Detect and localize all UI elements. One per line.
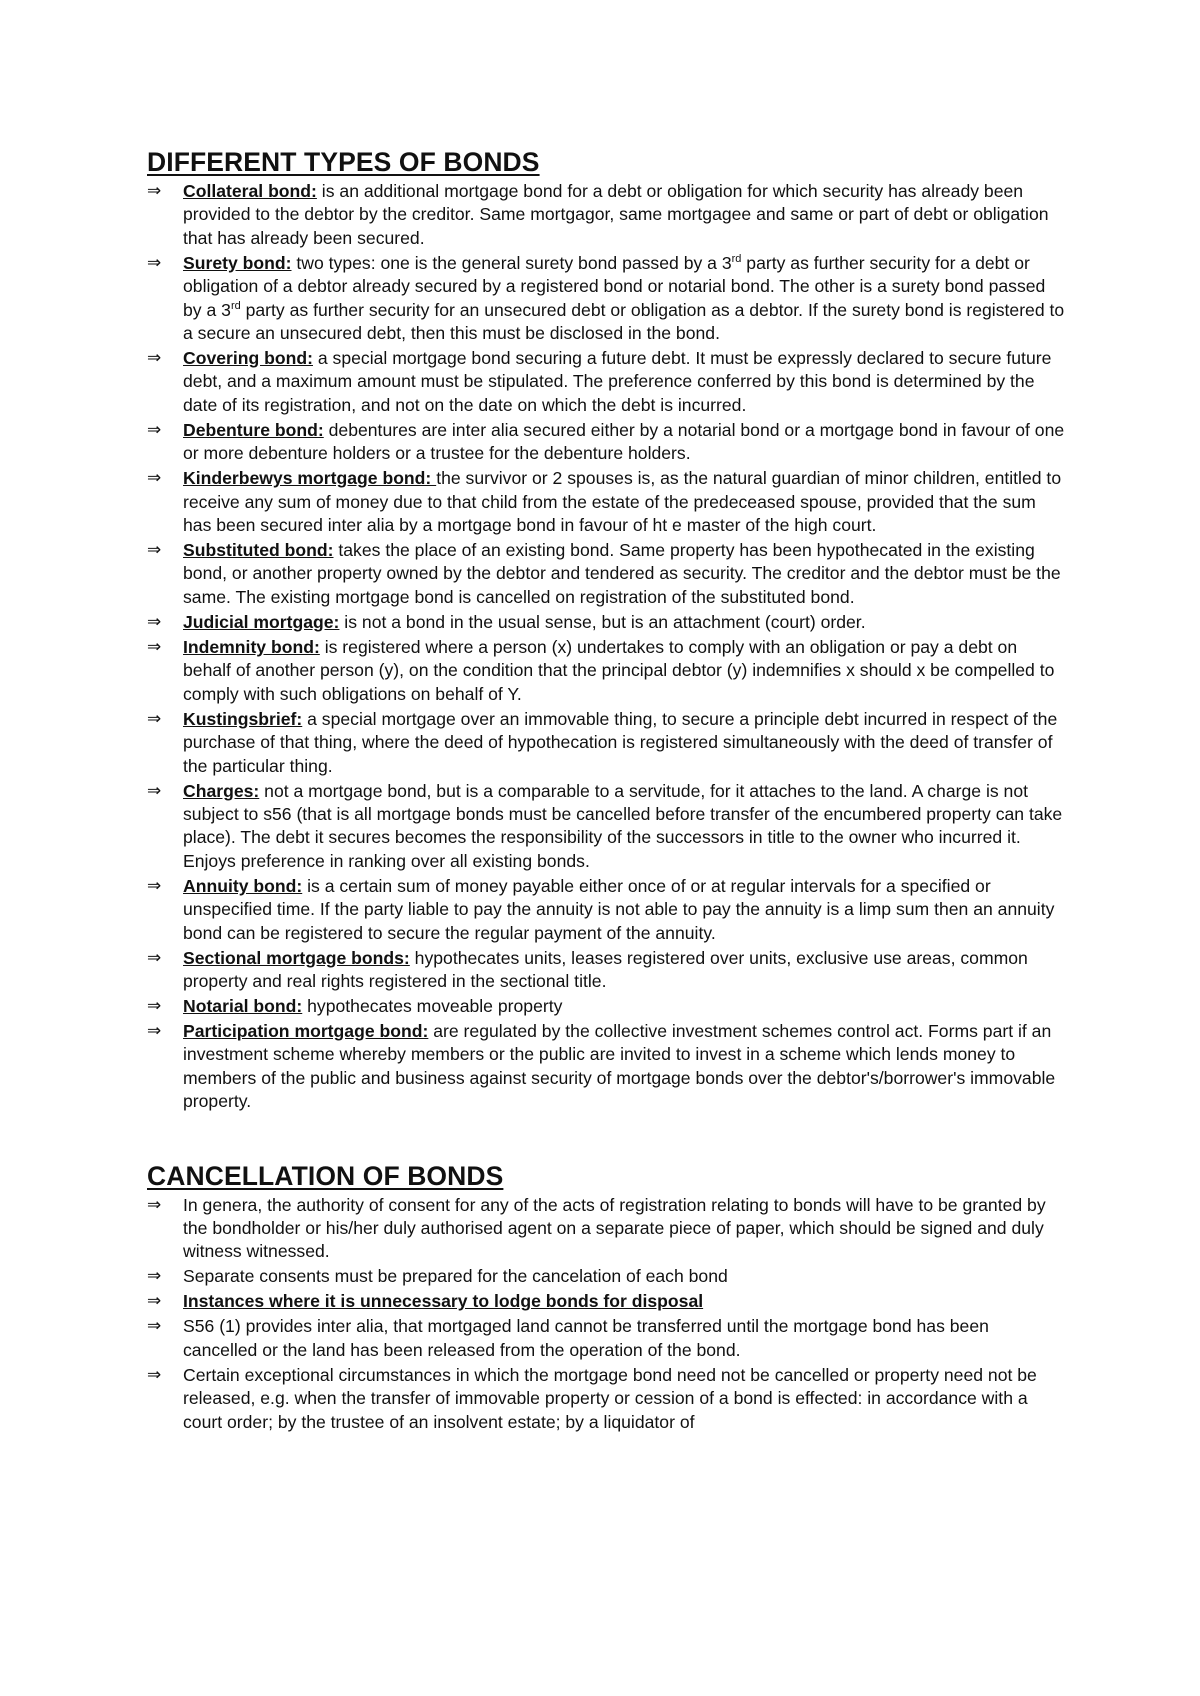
- bond-description: is registered where a person (x) undertakes to comply with an obligation or pay a debt on behalf of another person (y), on the condition that the principal debtor (y) indemnifies x should x be compelled to comply with such obligations on behalf of Y.: [183, 636, 1055, 704]
- arrow-bullet-icon: ⇒: [147, 1020, 162, 1041]
- arrow-bullet-icon: ⇒: [147, 708, 162, 729]
- bond-description: hypothecates moveable property: [302, 995, 563, 1016]
- list-item: [147, 875, 1067, 945]
- cancellation-text: Separate consents must be prepared for the cancelation of each bond: [183, 1266, 728, 1287]
- bond-term: Substituted bond:: [183, 540, 334, 561]
- arrow-bullet-icon: ⇒: [147, 611, 162, 632]
- list-item: [147, 467, 1067, 537]
- arrow-bullet-icon: ⇒: [147, 348, 162, 369]
- subheading-instances: Instances where it is unnecessary to lodge bonds for disposal: [183, 1291, 704, 1312]
- bond-description: party as further security for a debt or obligation of a debtor already secured by a registered bond or notarial bond. The other is a surety bond passed by a 3: [183, 252, 1046, 320]
- arrow-bullet-icon: ⇒: [147, 636, 162, 657]
- arrow-bullet-icon: ⇒: [147, 947, 162, 968]
- list-item: [147, 252, 1067, 346]
- bond-term: Kustingsbrief:: [183, 708, 303, 729]
- list-item: [147, 611, 1067, 634]
- bond-description: debentures are inter alia secured either by a notarial bond or a mortgage bond in favour of one or more debenture holders or a trustee for the debenture holders.: [183, 419, 1065, 464]
- cancellation-text: S56 (1) provides inter alia, that mortgaged land cannot be transferred until the mortgage bond has been cancelled or the land has been released from the operation of the bond.: [183, 1316, 989, 1360]
- section-heading-types-of-bonds: DIFFERENT TYPES OF BONDS: [147, 147, 540, 177]
- list-item: [147, 180, 1067, 250]
- bond-description: is not a bond in the usual sense, but is an attachment (court) order.: [339, 611, 866, 632]
- bond-term: Sectional mortgage bonds:: [183, 947, 410, 968]
- bond-description: a special mortgage over an immovable thing, to secure a principle debt incurred in respect of the purchase of that thing, where the deed of hypothecation is registered simultaneously with the deed of transfer of the particular thing.: [183, 708, 1058, 776]
- arrow-bullet-icon: ⇒: [147, 468, 162, 489]
- bond-term: Collateral bond:: [183, 181, 317, 201]
- list-item: [147, 1020, 1067, 1114]
- bond-term: Surety bond:: [183, 252, 292, 273]
- list-item: [147, 1290, 1067, 1313]
- arrow-bullet-icon: ⇒: [147, 1266, 162, 1287]
- arrow-bullet-icon: ⇒: [147, 1194, 162, 1215]
- arrow-bullet-icon: ⇒: [147, 780, 162, 801]
- arrow-bullet-icon: ⇒: [147, 1364, 162, 1385]
- list-item: [147, 1364, 1067, 1434]
- list-item: [147, 347, 1067, 417]
- arrow-bullet-icon: ⇒: [147, 540, 162, 561]
- bond-types-list: [147, 180, 1067, 1114]
- ordinal-suffix: rd: [731, 252, 742, 265]
- arrow-bullet-icon: ⇒: [147, 875, 162, 896]
- list-item: [147, 539, 1067, 609]
- bond-term: Kinderbewys mortgage bond:: [183, 468, 437, 489]
- list-item: [147, 1194, 1067, 1264]
- arrow-bullet-icon: ⇒: [147, 252, 162, 273]
- list-item: [147, 947, 1067, 994]
- bond-term: Notarial bond:: [183, 995, 303, 1016]
- bond-term: Covering bond:: [183, 348, 313, 369]
- bond-term: Annuity bond:: [183, 875, 303, 896]
- section-heading-cancellation-of-bonds: CANCELLATION OF BONDS: [147, 1160, 504, 1191]
- cancellation-text: Certain exceptional circumstances in which the mortgage bond need not be cancelled or property need not be released, e.g. when the transfer of immovable property or cession of a bond is effected: in accordance with a court order; by the trustee of an insolvent estate; by a liquidator of: [183, 1364, 1037, 1432]
- list-item: [147, 995, 1067, 1018]
- bond-description: the survivor or 2 spouses is, as the natural guardian of minor children, entitled to receive any sum of money due to that child from the estate of the predeceased spouse, provided that the sum has been secured inter alia by a mortgage bond in favour of ht e master of the high court.: [183, 468, 1062, 536]
- bond-term: Participation mortgage bond:: [183, 1020, 429, 1041]
- cancellation-list: [147, 1194, 1067, 1434]
- list-item: [147, 1315, 1067, 1362]
- cancellation-text: In genera, the authority of consent for any of the acts of registration relating to bonds will have to be granted by the bondholder or his/her duly authorised agent on a separate piece of paper, which should be signed and duly witness witnessed.: [183, 1194, 1046, 1262]
- arrow-bullet-icon: ⇒: [147, 995, 162, 1016]
- bond-term: Charges:: [183, 780, 260, 801]
- bond-term: Indemnity bond:: [183, 636, 320, 657]
- list-item: [147, 1265, 1067, 1288]
- bond-description: are regulated by the collective investment schemes control act. Forms part if an investment scheme whereby members or the public are invited to invest in a scheme which lends money to members of the public and business against security of mortgage bonds over the debtor's/borrower's immovable property.: [183, 1020, 1056, 1112]
- bond-term: Judicial mortgage:: [183, 611, 340, 632]
- bond-term: Debenture bond:: [183, 419, 324, 440]
- list-item: [147, 419, 1067, 466]
- list-item: [147, 708, 1067, 778]
- ordinal-suffix: rd: [230, 299, 241, 312]
- bond-description: hypothecates units, leases registered over units, exclusive use areas, common property and real rights registered in the sectional title.: [183, 947, 1028, 991]
- arrow-bullet-icon: ⇒: [147, 181, 162, 201]
- bond-description: party as further security for an unsecured debt or obligation as a debtor. If the surety bond is registered to a secure an unsecured debt, then this must be disclosed in the bond.: [183, 299, 1065, 344]
- bond-description: takes the place of an existing bond. Same property has been hypothecated in the existing bond, or another property owned by the debtor and tendered as security. The creditor and the debtor must be the same. The existing mortgage bond is cancelled on registration of the substituted bond.: [183, 540, 1061, 607]
- bond-description: is a certain sum of money payable either once of or at regular intervals for a specified or unspecified time. If the party liable to pay the annuity is not able to pay the annuity is a limp sum then an annuity bond can be registered to secure the regular payment of the annuity.: [183, 875, 1055, 943]
- bond-description: a special mortgage bond securing a future debt. It must be expressly declared to secure future debt, and a maximum amount must be stipulated. The preference conferred by this bond is determined by the date of its registration, and not on the date on which the debt is incurred.: [183, 348, 1052, 415]
- list-item: [147, 780, 1067, 874]
- bond-description: not a mortgage bond, but is a comparable to a servitude, for it attaches to the land. A charge is not subject to s56 (that is all mortgage bonds must be cancelled before transfer of the encumbered property can take place). The debt it secures becomes the responsibility of the successors in title to the owner who incurred it. Enjoys preference in ranking over all existing bonds.: [183, 780, 1063, 871]
- arrow-bullet-icon: ⇒: [147, 1291, 162, 1312]
- arrow-bullet-icon: ⇒: [147, 419, 162, 440]
- bond-description: two types: one is the general surety bond passed by a 3: [291, 252, 732, 273]
- document-page: [147, 146, 1067, 1436]
- arrow-bullet-icon: ⇒: [147, 1316, 162, 1337]
- list-item: [147, 636, 1067, 706]
- bond-description: is an additional mortgage bond for a debt or obligation for which security has already been provided to the debtor by the creditor. Same mortgagor, same mortgagee and same or part of debt or obligation that has already been secured.: [183, 181, 1049, 248]
